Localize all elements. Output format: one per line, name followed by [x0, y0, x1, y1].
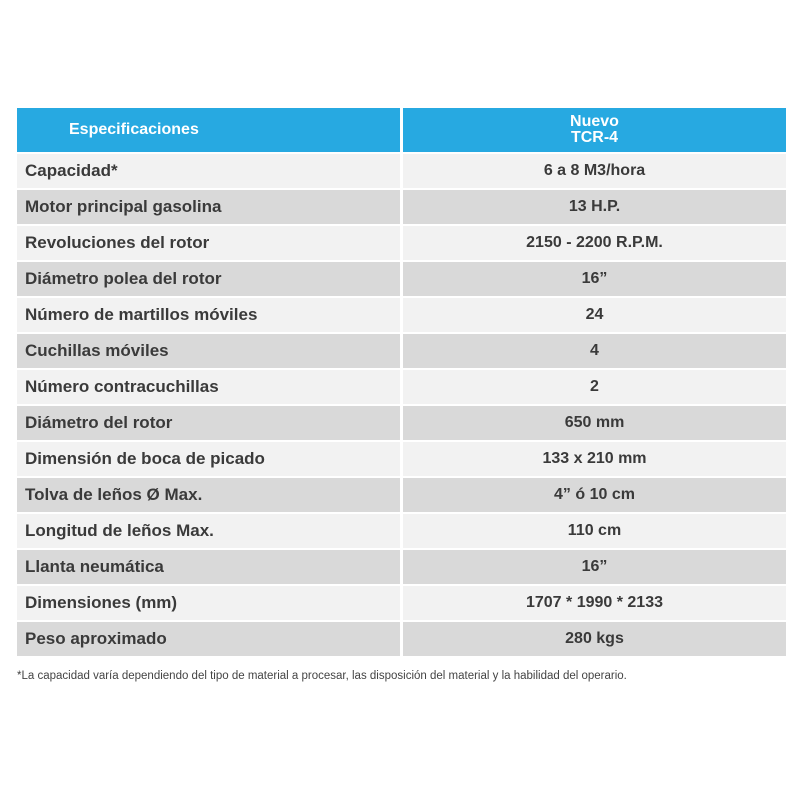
spec-label: Número contracuchillas: [17, 370, 400, 404]
table-row: [17, 262, 786, 296]
spec-label: Tolva de leños Ø Max.: [17, 478, 400, 512]
table-row: [17, 586, 786, 620]
spec-label: Diámetro del rotor: [17, 406, 400, 440]
spec-value: 24: [403, 298, 786, 332]
spec-value: 133 x 210 mm: [403, 442, 786, 476]
table-row: [17, 226, 786, 260]
header-model-line2: TCR-4: [570, 129, 619, 146]
spec-label: Dimensiones (mm): [17, 586, 400, 620]
table-row: [17, 370, 786, 404]
spec-value: 2: [403, 370, 786, 404]
spec-value: 16”: [403, 550, 786, 584]
spec-label: Peso aproximado: [17, 622, 400, 656]
spec-label: Dimensión de boca de picado: [17, 442, 400, 476]
table-row: [17, 298, 786, 332]
header-model: [403, 108, 786, 152]
spec-table: [17, 108, 786, 658]
spec-label: Número de martillos móviles: [17, 298, 400, 332]
spec-value: 110 cm: [403, 514, 786, 548]
spec-label: Longitud de leños Max.: [17, 514, 400, 548]
spec-value: 16”: [403, 262, 786, 296]
table-row: [17, 190, 786, 224]
table-row: [17, 550, 786, 584]
spec-value: 4” ó 10 cm: [403, 478, 786, 512]
spec-label: Cuchillas móviles: [17, 334, 400, 368]
spec-value: 1707 * 1990 * 2133: [403, 586, 786, 620]
table-row: [17, 442, 786, 476]
table-row: [17, 514, 786, 548]
spec-value: 6 a 8 M3/hora: [403, 154, 786, 188]
table-row: [17, 334, 786, 368]
spec-value: 13 H.P.: [403, 190, 786, 224]
table-body: [17, 154, 786, 656]
table-row: [17, 622, 786, 656]
spec-value: 2150 - 2200 R.P.M.: [403, 226, 786, 260]
spec-value: 4: [403, 334, 786, 368]
spec-value: 650 mm: [403, 406, 786, 440]
table-row: [17, 154, 786, 188]
spec-label: Llanta neumática: [17, 550, 400, 584]
spec-label: Capacidad*: [17, 154, 400, 188]
header-model-line1: Nuevo: [570, 113, 619, 130]
table-row: [17, 478, 786, 512]
spec-label: Motor principal gasolina: [17, 190, 400, 224]
spec-label: Diámetro polea del rotor: [17, 262, 400, 296]
table-row: [17, 406, 786, 440]
spec-value: 280 kgs: [403, 622, 786, 656]
spec-label: Revoluciones del rotor: [17, 226, 400, 260]
table-header-row: [17, 108, 786, 152]
header-specifications: Especificaciones: [17, 108, 400, 152]
footnote: *La capacidad varía dependiendo del tipo de material a procesar, las disposición del material y la habilidad del operario.: [17, 670, 627, 682]
